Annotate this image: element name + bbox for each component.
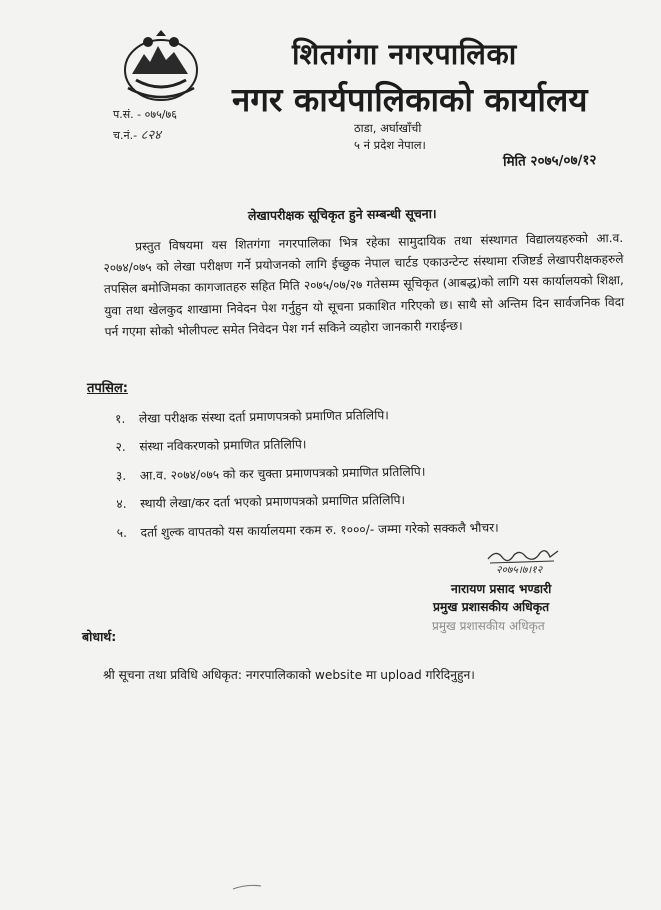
subject-line: लेखापरीक्षक सूचिकृत हुने सम्बन्धी सूचना। bbox=[247, 206, 437, 223]
official-stamp: प्रमुख प्रशासकीय अधिकृत bbox=[432, 619, 545, 633]
nepal-emblem-icon bbox=[118, 30, 204, 108]
dispatch-number-row bbox=[113, 125, 161, 143]
dispatch-number: ८२४ bbox=[140, 128, 161, 143]
scan-mark-icon bbox=[232, 884, 262, 890]
address-district: ठाडा, अर्घाखाँची bbox=[354, 121, 422, 135]
item-text: संस्था नविकरणको प्रमाणित प्रतिलिपि। bbox=[139, 437, 307, 455]
schedule-heading: तपसिल: bbox=[87, 381, 128, 396]
schedule-list bbox=[115, 405, 499, 552]
cc-recipient: श्री सूचना तथा प्रविधि अधिकृत: नगरपालिकाको website मा upload गरिदिनुहुन। bbox=[103, 668, 475, 682]
office-name: नगर कार्यपालिकाको कार्यालय bbox=[232, 80, 588, 119]
address-province: ५ नं प्रदेश नेपाल। bbox=[354, 138, 426, 152]
item-text: दर्ता शुल्क वापतको यस कार्यालयमा रकम रु. १०००/- जम्मा गरेको सक्कलै भौचर। bbox=[140, 520, 499, 540]
item-number: ५. bbox=[116, 525, 128, 540]
list-item bbox=[117, 518, 499, 552]
item-number: ३. bbox=[115, 468, 127, 483]
notice-body: प्रस्तुत विषयमा यस शितगंगा नगरपालिका भित्र रहेका सामुदायिक तथा संस्थागत विद्यालयहरुको आ.व. २०७४/०७५ को लेखा परीक्षण गर्ने प्रयोजनको लागि ईच्छुक नेपाल चार्टड एकाउन्टेन्ट संस्थामा रजिष्टर्ड लेखापरीक्षकहरुले तपसिल बमोजिमका कागजातहरु सहित मिति २०७५/०७/२७ गतेसम्म सूचिकृत (आबद्ध)को लागि यस कार्यालयको शिक्षा, युवा तथा खेलकुद शाखामा निवेदन पेश गर्नुहुन यो सूचना प्रकाशित गरिएको छ। साथै सो अन्तिम दिन सार्वजनिक विदा पर्न गएमा सोको भोलीपल्ट समेत निवेदन पेश गर्न सकिने व्यहोरा जानकारी गराईन्छ। bbox=[103, 230, 625, 339]
dispatch-label: च.नं.- bbox=[113, 129, 138, 142]
reference-number: प.सं. - ०७५/७६ bbox=[113, 108, 177, 121]
signer-name: नारायण प्रसाद भण्डारी bbox=[451, 582, 552, 596]
letter-date: मिति २०७५/०७/१२ bbox=[502, 152, 597, 170]
signature-date: २०७५।७।१२ bbox=[496, 564, 543, 576]
item-number: १. bbox=[115, 411, 126, 426]
signer-designation: प्रमुख प्रशासकीय अधिकृत bbox=[433, 600, 550, 614]
municipality-name: शितगंगा नगरपालिका bbox=[292, 37, 517, 71]
item-number: ४. bbox=[116, 497, 127, 512]
item-number: २. bbox=[115, 440, 126, 455]
cc-heading: बोधार्थ: bbox=[82, 629, 117, 644]
item-text: लेखा परीक्षक संस्था दर्ता प्रमाणपत्रको प्रमाणित प्रतिलिपि। bbox=[138, 408, 389, 426]
item-text: स्थायी लेखा/कर दर्ता भएको प्रमाणपत्रको प्रमाणित प्रतिलिपि। bbox=[140, 493, 406, 511]
item-text: आ.व. २०७४/०७५ को कर चुक्ता प्रमाणपत्रको प्रमाणित प्रतिलिपि। bbox=[139, 464, 426, 483]
